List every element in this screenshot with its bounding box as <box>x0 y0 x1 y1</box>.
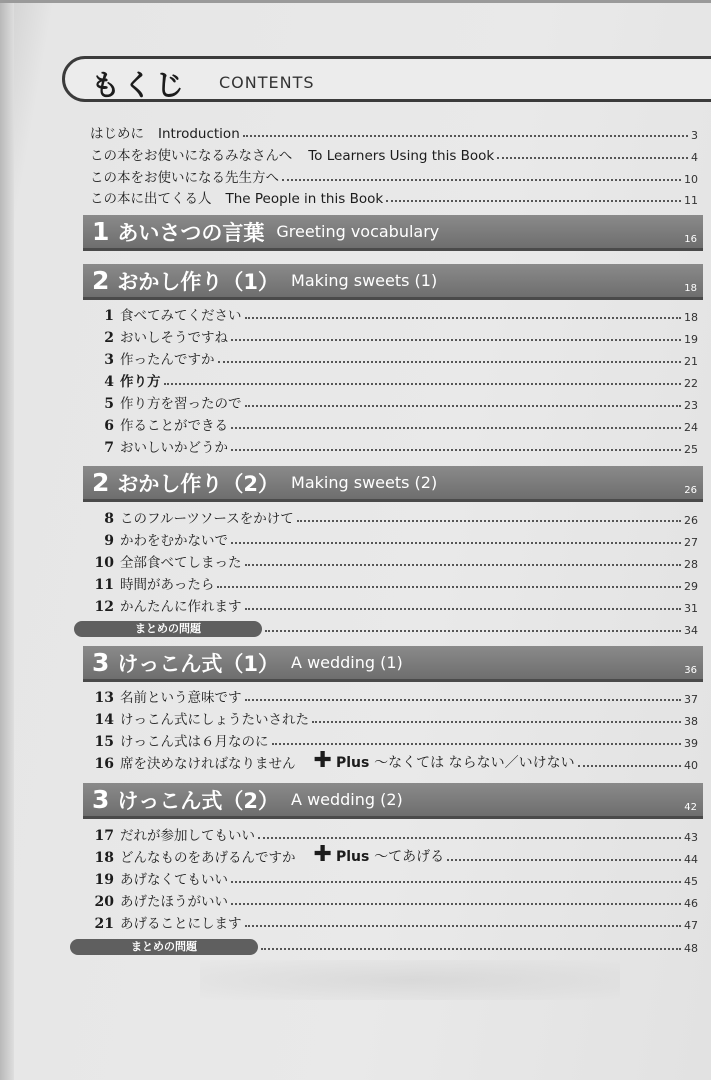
lesson-number: 4 <box>104 374 114 390</box>
page-number: 34 <box>684 624 698 637</box>
lesson-title: どんなものをあげるんですか <box>120 850 296 866</box>
lesson-number: 10 <box>94 555 114 571</box>
chapter-page: 18 <box>684 283 697 294</box>
lesson-6[interactable] <box>90 414 698 434</box>
lesson-title: かんたんに作れます <box>120 599 242 615</box>
dot-leader <box>282 179 681 181</box>
page-number: 45 <box>684 875 698 888</box>
dot-leader <box>497 157 688 159</box>
plus-note <box>313 748 575 773</box>
page-number: 4 <box>691 151 698 164</box>
chapter-title-jp: おかし作り（1） <box>117 269 280 294</box>
dot-leader <box>297 520 681 522</box>
lesson-title: かわをむかないで <box>120 533 228 549</box>
page-number: 29 <box>684 580 698 593</box>
lesson-15[interactable] <box>90 730 698 750</box>
lesson-18[interactable] <box>90 842 698 867</box>
chapter-making-sweets-2[interactable] <box>83 466 703 502</box>
lesson-number: 11 <box>94 577 114 593</box>
lesson-number: 20 <box>94 894 114 910</box>
lesson-number: 14 <box>94 712 114 728</box>
lesson-7[interactable] <box>90 436 698 456</box>
chapter-number: 2 <box>92 266 110 295</box>
dot-leader <box>447 859 681 861</box>
page-number: 48 <box>684 942 698 955</box>
lesson-number: 17 <box>94 828 114 844</box>
lesson-4[interactable] <box>90 370 698 390</box>
lesson-title: 食べてみてください <box>120 308 242 324</box>
chapter-title-jp: おかし作り（2） <box>117 471 280 496</box>
lesson-11[interactable] <box>90 573 698 593</box>
lesson-title: あげなくてもいい <box>120 872 228 888</box>
page-number: 26 <box>684 514 698 527</box>
lesson-number: 7 <box>104 440 114 456</box>
lesson-title: だれが参加してもいい <box>120 828 255 844</box>
bleed-through-smudge <box>200 960 620 1000</box>
lesson-19[interactable] <box>90 868 698 888</box>
chapter-title-en: Making sweets (2) <box>291 473 438 492</box>
lesson-title: あげることにします <box>120 916 242 932</box>
dot-leader <box>164 383 682 385</box>
dot-leader <box>258 837 681 839</box>
chapter-page: 42 <box>684 802 697 813</box>
lesson-title: けっこん式にしょうたいされた <box>120 712 309 728</box>
lesson-12[interactable] <box>90 595 698 615</box>
page-number: 10 <box>684 173 698 186</box>
dot-leader <box>245 317 682 319</box>
plus-text: ～なくては ならない／いけない <box>374 755 575 771</box>
lesson-3[interactable] <box>90 348 698 368</box>
lesson-20[interactable] <box>90 890 698 910</box>
review-label: まとめの問題 <box>74 621 262 637</box>
review-1[interactable] <box>74 617 698 637</box>
contents-header <box>62 56 711 102</box>
chapter-title-jp: けっこん式（2） <box>117 788 280 813</box>
lesson-title: 時間があったら <box>120 577 215 593</box>
lesson-13[interactable] <box>90 686 698 706</box>
lesson-number: 2 <box>104 330 114 346</box>
page-number: 27 <box>684 536 698 549</box>
page-number: 31 <box>684 602 698 615</box>
contents-title-en: CONTENTS <box>219 73 315 92</box>
entry-title: この本をお使いになるみなさんへ <box>90 148 293 164</box>
lesson-17[interactable] <box>90 824 698 844</box>
dot-leader <box>245 564 682 566</box>
lesson-number: 18 <box>94 850 114 866</box>
page-number: 37 <box>684 693 698 706</box>
page-number: 19 <box>684 333 698 346</box>
dot-leader <box>261 948 681 950</box>
page-number: 25 <box>684 443 698 456</box>
page-number: 18 <box>684 311 698 324</box>
chapter-page: 26 <box>684 485 697 496</box>
front-matter-teachers[interactable] <box>90 166 698 186</box>
lesson-title: 作り方 <box>120 374 161 390</box>
lesson-16[interactable] <box>90 748 698 773</box>
page-number: 28 <box>684 558 698 571</box>
lesson-title: おいしそうですね <box>120 330 228 346</box>
chapter-making-sweets-1[interactable] <box>83 264 703 300</box>
chapter-title-jp: あいさつの言葉 <box>117 220 265 245</box>
dot-leader <box>231 427 681 429</box>
page-number: 3 <box>691 129 698 142</box>
lesson-14[interactable] <box>90 708 698 728</box>
plus-note <box>313 842 445 867</box>
chapter-wedding-1[interactable] <box>83 646 703 682</box>
lesson-number: 8 <box>104 511 114 527</box>
lesson-title: 席を決めなければなりません <box>120 756 296 772</box>
lesson-10[interactable] <box>90 551 698 571</box>
chapter-title-en: Greeting vocabulary <box>276 222 440 241</box>
entry-title-en: To Learners Using this Book <box>308 148 495 164</box>
chapter-wedding-2[interactable] <box>83 783 703 819</box>
lesson-title: 全部食べてしまった <box>120 555 242 571</box>
lesson-title: このフルーツソースをかけて <box>120 511 294 527</box>
chapter-title-en: A wedding (2) <box>291 790 403 809</box>
review-label: まとめの問題 <box>70 939 258 955</box>
page-number: 44 <box>684 853 698 866</box>
lesson-number: 9 <box>104 533 114 549</box>
page-number: 47 <box>684 919 698 932</box>
chapter-page: 36 <box>684 665 697 676</box>
plus-icon: ✚ <box>313 748 332 773</box>
front-matter-people[interactable] <box>90 187 698 207</box>
lesson-title: けっこん式は６月なのに <box>120 734 269 750</box>
lesson-number: 6 <box>104 418 114 434</box>
entry-title: はじめに <box>90 126 144 142</box>
entry-title: この本をお使いになる先生方へ <box>90 170 279 186</box>
chapter-page: 16 <box>684 234 697 245</box>
lesson-number: 13 <box>94 690 114 706</box>
chapter-number: 2 <box>92 468 110 497</box>
lesson-number: 19 <box>94 872 114 888</box>
dot-leader <box>245 699 682 701</box>
lesson-title: あげたほうがいい <box>120 894 228 910</box>
lesson-8[interactable] <box>90 507 698 527</box>
dot-leader <box>231 903 681 905</box>
dot-leader <box>245 925 682 927</box>
dot-leader <box>231 542 681 544</box>
dot-leader <box>272 743 682 745</box>
dot-leader <box>312 721 681 723</box>
page-number: 40 <box>684 759 698 772</box>
dot-leader <box>218 361 682 363</box>
lesson-title: 作ったんですか <box>120 352 215 368</box>
chapter-number: 3 <box>92 785 110 814</box>
lesson-21[interactable] <box>90 912 698 932</box>
dot-leader <box>265 630 681 632</box>
lesson-5[interactable] <box>90 392 698 412</box>
lesson-title: 作り方を習ったので <box>120 396 242 412</box>
dot-leader <box>231 881 681 883</box>
lesson-title: 作ることができる <box>120 418 228 434</box>
dot-leader <box>245 608 682 610</box>
page-number: 22 <box>684 377 698 390</box>
dot-leader <box>243 135 688 137</box>
entry-title-en: The People in this Book <box>225 191 384 207</box>
entry-title-en: Introduction <box>158 126 240 142</box>
page-number: 11 <box>684 194 698 207</box>
chapter-title-jp: けっこん式（1） <box>117 651 280 676</box>
plus-text: ～てあげる <box>374 849 445 865</box>
page-number: 24 <box>684 421 698 434</box>
lesson-number: 15 <box>94 734 114 750</box>
review-2[interactable] <box>70 935 698 955</box>
dot-leader <box>231 339 681 341</box>
chapter-number: 1 <box>92 217 110 246</box>
front-matter-learners[interactable] <box>90 144 698 164</box>
lesson-1[interactable] <box>90 304 698 324</box>
lesson-title: おいしいかどうか <box>120 440 228 456</box>
front-matter-introduction[interactable] <box>90 122 698 142</box>
plus-label: Plus <box>335 849 370 865</box>
dot-leader <box>386 200 681 202</box>
chapter-title-en: A wedding (1) <box>291 653 403 672</box>
lesson-9[interactable] <box>90 529 698 549</box>
chapter-number: 3 <box>92 648 110 677</box>
contents-title-jp: もくじ <box>91 68 188 102</box>
lesson-number: 16 <box>94 756 114 772</box>
plus-label: Plus <box>335 755 370 771</box>
page-spine-shadow <box>0 0 14 1080</box>
page-number: 46 <box>684 897 698 910</box>
lesson-number: 12 <box>94 599 114 615</box>
plus-icon: ✚ <box>313 842 332 867</box>
page-number: 23 <box>684 399 698 412</box>
page-number: 39 <box>684 737 698 750</box>
dot-leader <box>217 586 681 588</box>
lesson-number: 21 <box>94 916 114 932</box>
page-number: 43 <box>684 831 698 844</box>
lesson-title: 名前という意味です <box>120 690 242 706</box>
page-top-edge <box>0 0 711 3</box>
lesson-number: 3 <box>104 352 114 368</box>
dot-leader <box>578 765 681 767</box>
lesson-number: 5 <box>104 396 114 412</box>
dot-leader <box>231 449 681 451</box>
chapter-title-en: Making sweets (1) <box>291 271 438 290</box>
lesson-2[interactable] <box>90 326 698 346</box>
lesson-number: 1 <box>104 308 114 324</box>
dot-leader <box>245 405 682 407</box>
page-number: 38 <box>684 715 698 728</box>
page-number: 21 <box>684 355 698 368</box>
entry-title: この本に出てくる人 <box>90 191 212 207</box>
chapter-greeting-vocabulary[interactable] <box>83 215 703 251</box>
